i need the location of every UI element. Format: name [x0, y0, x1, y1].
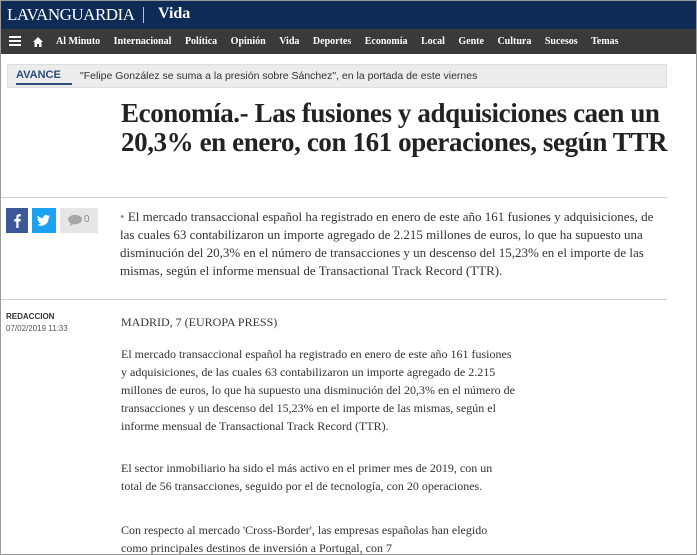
article-dateline: MADRID, 7 (EUROPA PRESS)	[121, 315, 278, 329]
twitter-icon	[32, 208, 56, 233]
breaking-news-label: AVANCE	[16, 69, 61, 81]
summary-text: El mercado transaccional español ha registrado en enero de este año 161 fusiones y adquisiciones, de las cuales 63 contabilizaron un importe agregado de 2.215 millones de euros, lo que ha supuesto una disminución del 20,3% en el número de transacciones y un descenso del 15,23% en el importe de las mismas, según el informe mensual de Transactional Track Record (TTR).	[120, 209, 654, 278]
breaking-news-underline	[16, 83, 72, 85]
nav-items	[56, 29, 632, 54]
nav-item-internacional[interactable]: Internacional	[113, 36, 172, 47]
article-headline: Economía.- Las fusiones y adquisiciones caen un 20,3% en enero, con 161 operaciones, según TTR	[121, 98, 668, 157]
main-nav	[1, 29, 696, 54]
nav-item-al-minuto[interactable]: Al Minuto	[56, 36, 101, 47]
nav-item-sucesos[interactable]: Sucesos	[544, 36, 578, 47]
article-paragraph: El mercado transaccional español ha registrado en enero de este año 161 fusiones y adquisiciones, de las cuales 63 contabilizaron un importe agregado de 2.215 millones de euros, lo que ha supuesto una disminución del 20,3% en el número de transacciones y un descenso del 15,23% en el importe de las mismas, según el informe mensual de Transactional Track Record (TTR).	[121, 347, 515, 433]
article-paragraph: Con respecto al mercado 'Cross-Border', las empresas españolas han elegido como principales destinos de inversión a Portugal, con 7	[121, 523, 488, 555]
hamburger-icon[interactable]	[9, 36, 21, 46]
nav-item-politica[interactable]: Política	[184, 36, 218, 47]
home-icon[interactable]	[32, 35, 44, 47]
share-twitter-button[interactable]	[32, 208, 56, 233]
site-header	[1, 1, 696, 29]
byline-author[interactable]: REDACCION	[6, 312, 55, 321]
nav-item-economia[interactable]: Economía	[364, 36, 408, 47]
nav-item-gente[interactable]: Gente	[458, 36, 484, 47]
divider	[1, 197, 667, 198]
article-summary	[120, 208, 670, 280]
byline-date: 07/02/2019 11:33	[6, 324, 68, 333]
breaking-news-banner[interactable]	[7, 64, 667, 88]
summary-bullet: •	[120, 209, 128, 224]
comments-button[interactable]	[60, 208, 98, 233]
site-logo[interactable]: LAVANGUARDIA	[7, 5, 135, 24]
facebook-icon	[6, 208, 28, 233]
article-paragraph: El sector inmobiliario ha sido el más activo en el primer mes de 2019, con un total de 56 transacciones, seguido por el de tecnología, con 20 operaciones.	[121, 461, 493, 493]
comments-count: 0	[84, 214, 90, 225]
nav-item-vida[interactable]: Vida	[279, 36, 300, 47]
divider	[1, 299, 667, 300]
nav-item-opinion[interactable]: Opinión	[230, 36, 266, 47]
nav-item-local[interactable]: Local	[421, 36, 445, 47]
nav-item-deportes[interactable]: Deportes	[312, 36, 352, 47]
nav-item-cultura[interactable]: Cultura	[497, 36, 532, 47]
section-title[interactable]: Vida	[158, 5, 191, 22]
comment-icon	[62, 208, 84, 233]
nav-item-temas[interactable]: Temas	[591, 36, 619, 47]
share-facebook-button[interactable]	[6, 208, 28, 233]
breaking-news-link[interactable]: "Felipe González se suma a la presión sobre Sánchez", en la portada de este viernes	[80, 70, 478, 82]
header-divider	[143, 7, 144, 23]
